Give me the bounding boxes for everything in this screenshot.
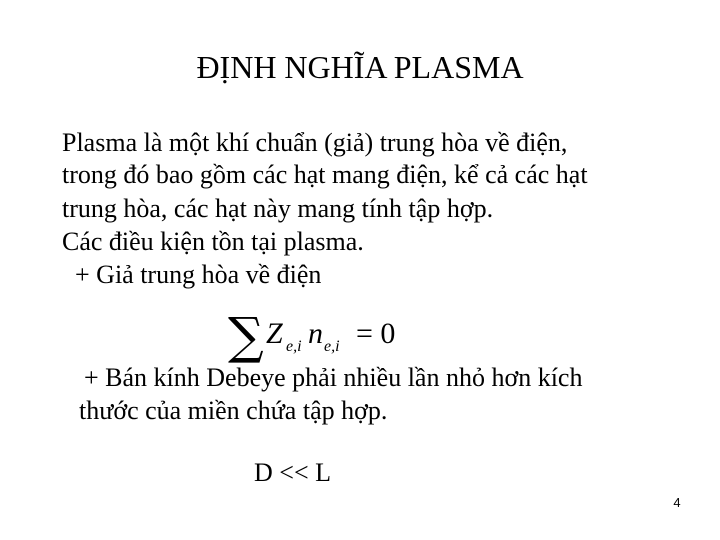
formula-n-subscript: e,i	[324, 338, 340, 355]
summation-symbol: ∑	[228, 307, 264, 363]
definition-line-2: trong đó bao gồm các hạt mang điện, kể cả các hạt	[62, 160, 588, 189]
conditions-heading: Các điều kiện tồn tại plasma.	[62, 227, 364, 256]
definition-line-3: trung hòa, các hạt này mang tính tập hợp.	[62, 194, 494, 223]
page-number: 4	[673, 495, 681, 510]
definition-line-1: Plasma là một khí chuẩn (giả) trung hòa về điện,	[62, 128, 568, 157]
quasi-neutrality-formula	[228, 303, 428, 363]
debye-relation: D << L	[254, 458, 331, 487]
slide-title: ĐỊNH NGHĨA PLASMA	[196, 49, 524, 85]
condition-debye-line-1: + Bán kính Debeye phải nhiều lần nhỏ hơn kích	[84, 363, 583, 392]
condition-quasi-neutrality: + Giả trung hòa về điện	[75, 260, 322, 289]
formula-equals-zero: = 0	[356, 317, 396, 350]
formula-n: n	[308, 317, 323, 350]
formula-z: Z	[266, 317, 283, 350]
condition-debye-line-2: thước của miền chứa tập hợp.	[79, 396, 388, 425]
formula-z-subscript: e,i	[286, 338, 302, 355]
